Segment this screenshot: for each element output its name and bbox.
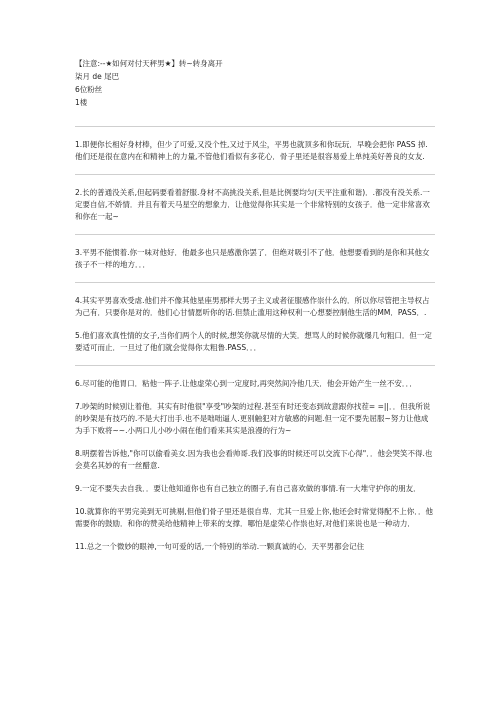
paragraph-6: 6.尽可能的他胃口．粘他一阵子.让他虚荣心到一定度时,再突然间冷他几天．他会开始产生一丝不安．．．: [75, 379, 417, 388]
divider: [75, 234, 435, 235]
post-header: [75, 57, 435, 109]
author-name: 柒月 de 尾巴: [75, 72, 120, 81]
paragraph-2: 2.长的普通没关系,但起码要看着舒服.身材不高挑没关系,但是比例要均匀(天平注重和谐)．.都没有没关系.一定要自信,不娇情．并且有着天马星空的想象力．让他觉得你其实是一个非常特别的女孩子．他一定非常喜欢和你在一起~: [75, 188, 430, 221]
paragraph-10: 10.就算你的平男完美到无可挑剔,但他们骨子里还是很自卑．尤其一旦爱上你,他还会时常觉得配不上你．．他需要你的鼓励．和你的赞美给他精神上带来的支撑．哪怕是虚荣心作祟也好,对他们来说也是一种动力．: [75, 507, 433, 528]
fan-count: 6位粉丝: [75, 85, 103, 94]
post-title: 【注意:--★如何对付天秤男★】转~转身离开: [75, 59, 223, 68]
floor-number: 1楼: [75, 98, 88, 107]
divider: [75, 126, 435, 127]
divider: [75, 282, 435, 283]
divider: [75, 174, 435, 175]
paragraph-3: 3.平男不能惯着.你一味对他好．他最多也只是感激你罢了．但绝对吸引不了他．他想要看到的是你和其他女孩子不一样的地方．．．: [75, 248, 430, 269]
paragraph-8: 8.明摆着告诉他,"你可以偷看美女.因为我也会看帅哥.我们没事的时候还可以交流下心得"．．他会哭笑不得.也会莫名其妙的有一丝醋意.: [75, 449, 433, 470]
paragraph-4: 4.其实平男喜欢受虐.他们并不像其他星座男那样大男子主义或者征服感作崇什么的．所以你尽管把主导权占为己有．只要你是对的．他们心甘情愿听你的话.但禁止滥用这种权利一心想要控制他生活的MM．PASS．.: [75, 296, 430, 317]
paragraph-5: 5.他们喜欢真性情的女子,当你们两个人的时候,想笑你就尽情的大笑．想骂人的时候你就爆几句粗口．但一定要适可而止．一旦过了他们就会觉得你太粗鲁.PASS．．．: [75, 331, 432, 352]
divider: [75, 365, 435, 366]
post-body: [75, 126, 435, 564]
paragraph-7: 7.吵架的时候别让着他．其实有时他很"享受"吵架的过程.甚至有时还变态到故意跟你找茬= =||．．但我所说的吵架是有技巧的.不是大打出手.也不是咄咄逼人.更别触犯对方敏感的问题.但一定不要先屈服~努力让他成为手下败将~~.小两口儿小吵小闹在他们看来其实是浪漫的行为~: [75, 402, 431, 435]
paragraph-11: 11.总之一个微妙的眼神,一句可爱的话,一个特别的举动.一颗真诚的心．天平男都会记住: [75, 542, 365, 551]
paragraph-9: 9.一定不要失去自我．．要让他知道你也有自己独立的圈子,有自己喜欢做的事情.有一大堆守护你的朋友．: [75, 484, 421, 493]
paragraph-1: 1.即便你长相好身材棒，但少了可爱,又没个性,又过于风尘，平男也就顶多和你玩玩．早晚会把你 PASS 掉.他们还是很在意内在和精神上的力量,不管他们看似有多花心．骨子里还是很容易爱上单纯美好善良的女友.: [75, 140, 428, 161]
